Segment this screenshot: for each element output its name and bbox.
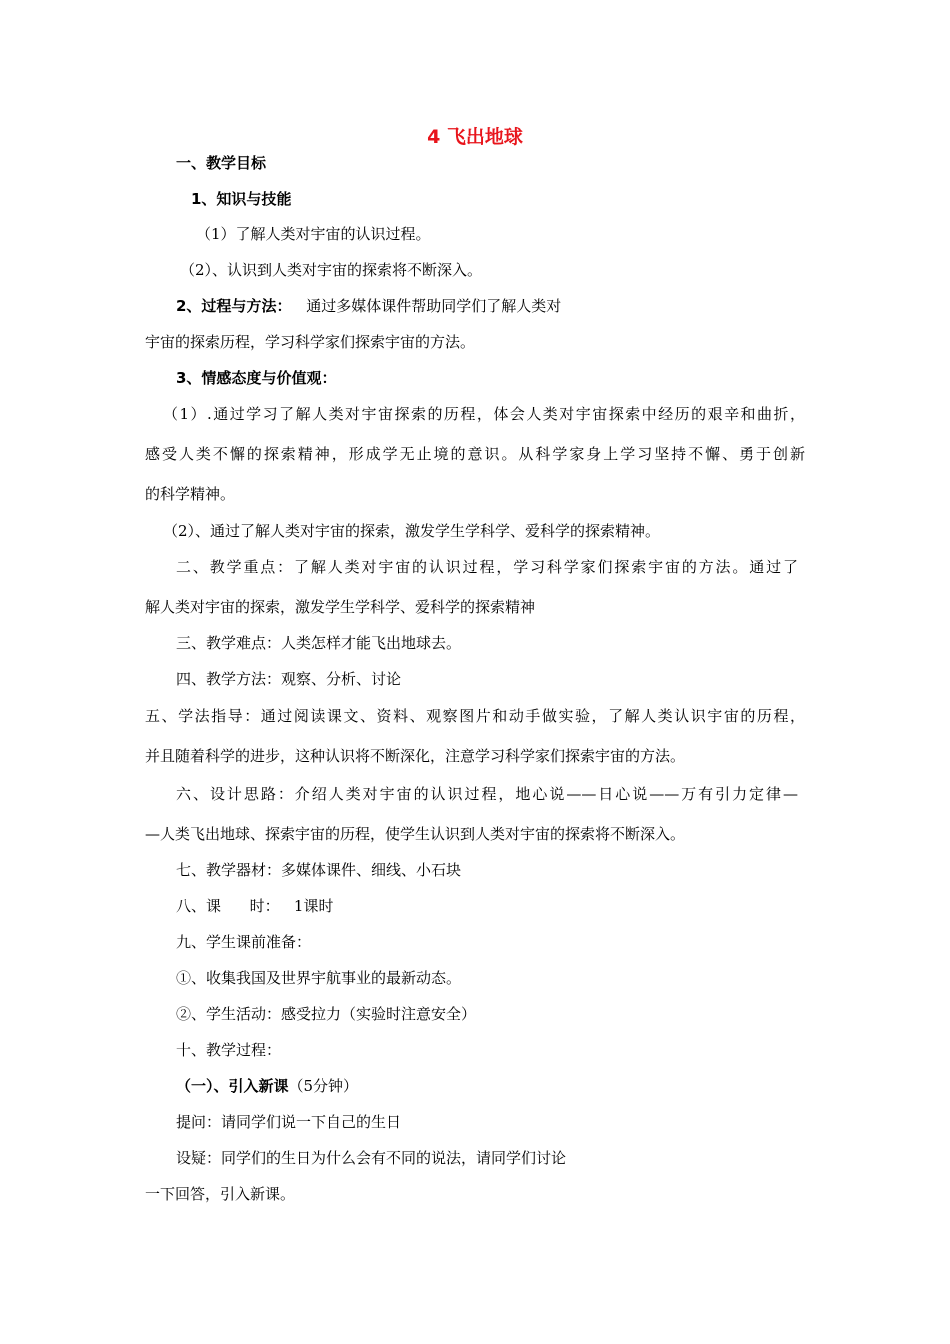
process-method-line xyxy=(176,296,561,316)
design-idea-line-2: —人类飞出地球、探索宇宙的历程，使学生认识到人类对宇宙的探索将不断深入。 xyxy=(145,825,686,843)
inquiry-line: 设疑：同学们的生日为什么会有不同的说法，请同学们讨论 xyxy=(176,1149,567,1167)
preparation-item-1: ①、收集我国及世界宇航事业的最新动态。 xyxy=(176,969,462,987)
subheading-attitude-values: 3、情感态度与价值观： xyxy=(176,369,337,387)
section-heading-objectives: 一、教学目标 xyxy=(176,154,267,172)
intro-section-duration: （5分钟） xyxy=(288,1077,359,1095)
process-method-text: 通过多媒体课件帮助同学们了解人类对 xyxy=(306,297,562,315)
attitude-item-2: （2）、通过了解人类对宇宙的探索，激发学生学科学、爱科学的探索精神。 xyxy=(163,522,661,540)
process-method-text-continued: 宇宙的探索历程，学习科学家们探索宇宙的方法。 xyxy=(145,333,476,351)
teaching-process-heading: 十、教学过程： xyxy=(176,1041,282,1059)
study-guidance-line-1: 五、学法指导：通过阅读课文、资料、观察图片和动手做实验，了解人类认识宇宙的历程， xyxy=(145,707,805,725)
study-guidance-line-2: 并且随着科学的进步，这种认识将不断深化，注意学习科学家们探索宇宙的方法。 xyxy=(145,747,686,765)
intro-section-line xyxy=(176,1076,358,1096)
knowledge-item-2: （2）、认识到人类对宇宙的探索将不断深入。 xyxy=(180,261,483,279)
subheading-process-method: 2、过程与方法： xyxy=(176,297,292,315)
key-points-line-1: 二、教学重点：了解人类对宇宙的认识过程，学习科学家们探索宇宙的方法。通过了 xyxy=(176,558,798,576)
attitude-item-1-line-1: （1）.通过学习了解人类对宇宙探索的历程，体会人类对宇宙探索中经历的艰辛和曲折， xyxy=(163,405,805,423)
attitude-item-1-line-3: 的科学精神。 xyxy=(145,485,236,503)
key-points-line-2: 解人类对宇宙的探索，激发学生学科学、爱科学的探索精神 xyxy=(145,598,536,616)
equipment-line: 七、教学器材：多媒体课件、细线、小石块 xyxy=(176,861,462,879)
inquiry-line-continued: 一下回答，引入新课。 xyxy=(145,1185,296,1203)
preparation-item-2: ②、学生活动：感受拉力（实验时注意安全） xyxy=(176,1005,477,1023)
knowledge-item-1: （1）了解人类对宇宙的认识过程。 xyxy=(196,225,431,243)
intro-section-heading: （一）、引入新课 xyxy=(176,1077,289,1095)
class-hours-line: 八、课 时： 1课时 xyxy=(176,897,334,915)
attitude-item-1-line-2: 感受人类不懈的探索精神，形成学无止境的意识。从科学家身上学习坚持不懈、勇于创新 xyxy=(145,445,805,463)
subheading-knowledge-skills: 1、知识与技能 xyxy=(191,190,292,208)
difficulties-line: 三、教学难点：人类怎样才能飞出地球去。 xyxy=(176,634,462,652)
teaching-methods-line: 四、教学方法：观察、分析、讨论 xyxy=(176,670,402,688)
document-title: 4 飞出地球 xyxy=(427,126,523,148)
design-idea-line-1: 六、设计思路：介绍人类对宇宙的认识过程，地心说——日心说——万有引力定律— xyxy=(176,785,798,803)
preparation-heading: 九、学生课前准备： xyxy=(176,933,312,951)
question-line: 提问：请同学们说一下自己的生日 xyxy=(176,1113,402,1131)
